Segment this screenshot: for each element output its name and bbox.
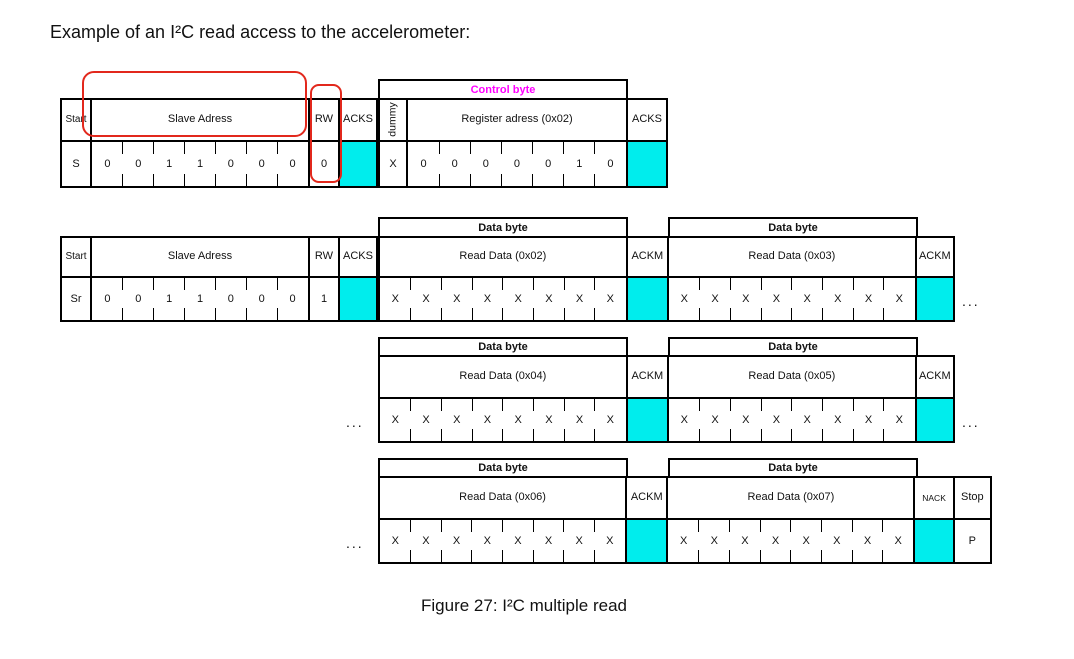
acks-register-cell [628,142,666,186]
bit-cell: X [472,399,503,441]
ackm-header: ACKM [627,478,666,520]
bit-cell: 0 [215,142,246,186]
bit-cell: X [853,399,884,441]
bit-cell: X [761,399,792,441]
dummy-value: X [389,158,397,170]
slave-address-bits [92,142,308,186]
start-value: Sr [70,293,82,305]
bit-cell: 1 [185,278,216,320]
rw-bit-annotation-box [310,84,342,183]
nack-column [915,478,954,562]
bit-cell: 1 [564,142,595,186]
bit-cell: X [792,399,823,441]
bit-cell: X [823,399,854,441]
read-data-bits [669,399,915,441]
data-byte-label: Data byte [768,341,818,353]
i2c-frame1-control-table [378,98,668,188]
register-address-header: Register adress (0x02) [408,100,626,142]
ackm-cell [628,278,667,320]
read-data-header: Read Data (0x07) [668,478,913,520]
bit-cell: X [441,520,472,562]
acks-header: ACKS [340,100,376,142]
bit-cell: X [411,399,442,441]
bit-cell: 0 [595,142,626,186]
data-byte-label: Data byte [478,341,528,353]
bit-cell: 1 [185,142,216,186]
bit-cell: X [503,399,534,441]
bit-cell: X [700,399,731,441]
rw-column [310,238,340,320]
bit-cell: 0 [215,278,246,320]
bit-cell: X [884,399,915,441]
bit-cell: X [760,520,791,562]
ackm-column [628,357,669,441]
rw-header: RW [310,238,338,278]
ackm-header: ACKM [917,357,953,399]
acks-cell [340,278,376,320]
nack-cell [915,520,952,562]
read-data-column [380,478,627,562]
bit-cell: X [730,520,761,562]
data-byte-label: Data byte [478,221,528,234]
data-byte-super-header [668,337,918,355]
bit-cell: 0 [420,158,427,170]
i2c-frame3-data-table [378,355,955,443]
ackm-column [917,357,953,441]
read-data-bits [669,278,915,320]
bit-cell: 1 [154,278,185,320]
page-title: Example of an I²C read access to the accelerometer: [50,22,471,42]
bit-cell: X [391,414,400,426]
start-header: Start [62,100,90,142]
bit-cell: X [503,278,534,320]
read-data-bits [380,278,626,320]
data-byte-super-header [378,217,628,236]
ackm-column [627,478,668,562]
bit-cell: X [503,520,534,562]
read-data-header: Read Data (0x05) [669,357,915,399]
acks-column [340,100,376,186]
bit-cell: X [534,399,565,441]
bit-cell: X [792,278,823,320]
bit-cell: 0 [123,278,154,320]
bit-cell: 0 [246,142,277,186]
figure-caption: Figure 27: I²C multiple read [421,596,627,615]
bit-cell: X [822,520,853,562]
bit-cell: X [534,278,565,320]
continuation-ellipsis: ... [962,293,980,309]
bit-cell: X [595,278,626,320]
bit-cell: X [680,293,688,305]
bit-cell: X [680,414,688,426]
bit-cell: 0 [439,142,470,186]
start-column [62,238,92,320]
read-data-header: Read Data (0x04) [380,357,626,399]
read-data-column [380,357,628,441]
acks-column [628,100,666,186]
bit-cell: X [594,520,625,562]
bit-cell: X [564,520,595,562]
control-byte-super-header [378,79,628,98]
bit-cell: X [441,399,472,441]
ackm-header: ACKM [628,238,667,278]
bit-cell: 0 [104,293,111,305]
read-data-header: Read Data (0x03) [669,238,915,278]
acks-header: ACKS [340,238,376,278]
rw-value: 0 [320,158,328,170]
ackm-column [917,238,953,320]
bit-cell: X [699,520,730,562]
nack-header: NACK [915,478,952,520]
stop-column [955,478,990,562]
bit-cell: X [852,520,883,562]
acks-column [340,238,376,320]
start-value: S [72,158,80,170]
bit-cell: 0 [246,278,277,320]
bit-cell: X [823,278,854,320]
bit-cell: X [884,278,915,320]
ackm-cell [628,399,667,441]
read-data-column [380,238,628,320]
bit-cell: X [472,278,503,320]
register-address-column [408,100,628,186]
data-byte-label: Data byte [768,221,818,234]
bit-cell: X [564,278,595,320]
register-address-bits [408,142,626,186]
start-header: Start [62,238,90,278]
read-data-column [669,238,917,320]
acks-header: ACKS [628,100,666,142]
bit-cell: X [533,520,564,562]
rw-header: RW [310,100,338,142]
bit-cell: 0 [277,278,308,320]
acks-slave-cell [340,142,376,186]
slave-address-header: Slave Adress [92,100,308,142]
bit-cell: X [391,535,399,547]
read-data-bits [668,520,913,562]
read-data-bits [380,520,625,562]
dummy-column [380,100,408,186]
rw-value: 1 [320,293,328,305]
data-byte-label: Data byte [768,462,818,474]
bit-cell: 1 [154,142,185,186]
i2c-frame2-address-table [60,236,378,322]
bit-cell: X [472,520,503,562]
stop-header: Stop [955,478,990,520]
data-byte-super-header [668,217,918,236]
bit-cell: X [730,399,761,441]
stop-value: P [968,535,976,547]
ackm-cell [917,399,953,441]
bit-cell: X [791,520,822,562]
continuation-ellipsis: ... [346,414,364,430]
bit-cell: 0 [123,142,154,186]
bit-cell: X [441,278,472,320]
slave-address-header: Slave Adress [92,238,308,278]
bit-cell: X [853,278,884,320]
bit-cell: X [679,535,688,547]
read-data-column [668,478,915,562]
read-data-column [669,357,917,441]
bit-cell: X [411,278,442,320]
ackm-cell [917,278,953,320]
data-byte-super-header [378,458,628,476]
bit-cell: X [595,399,626,441]
data-byte-super-header [668,458,918,476]
ackm-cell [627,520,666,562]
control-byte-label: Control byte [470,83,536,96]
bit-cell: X [883,520,914,562]
dummy-header: dummy [380,100,406,142]
ackm-header: ACKM [917,238,953,278]
ackm-column [628,238,669,320]
bit-cell: X [564,399,595,441]
bit-cell: 0 [470,142,501,186]
read-data-header: Read Data (0x02) [380,238,626,278]
bit-cell: 0 [277,142,308,186]
bit-cell: X [730,278,761,320]
bit-cell: 0 [501,142,532,186]
bit-cell: X [411,520,442,562]
read-data-bits [380,399,626,441]
slave-address-column [92,238,310,320]
slave-address-annotation-box [82,71,307,137]
bit-cell: 0 [533,142,564,186]
ackm-header: ACKM [628,357,667,399]
bit-cell: X [391,293,400,305]
i2c-frame2-data-table [378,236,955,322]
continuation-ellipsis: ... [962,414,980,430]
data-byte-label: Data byte [478,462,528,474]
bit-cell: 0 [104,158,111,170]
continuation-ellipsis: ... [346,535,364,551]
read-data-header: Read Data (0x06) [380,478,625,520]
bit-cell: X [700,278,731,320]
i2c-frame4-data-table [378,476,992,564]
data-byte-super-header [378,337,628,355]
bit-cell: X [761,278,792,320]
slave-address-bits [92,278,308,320]
